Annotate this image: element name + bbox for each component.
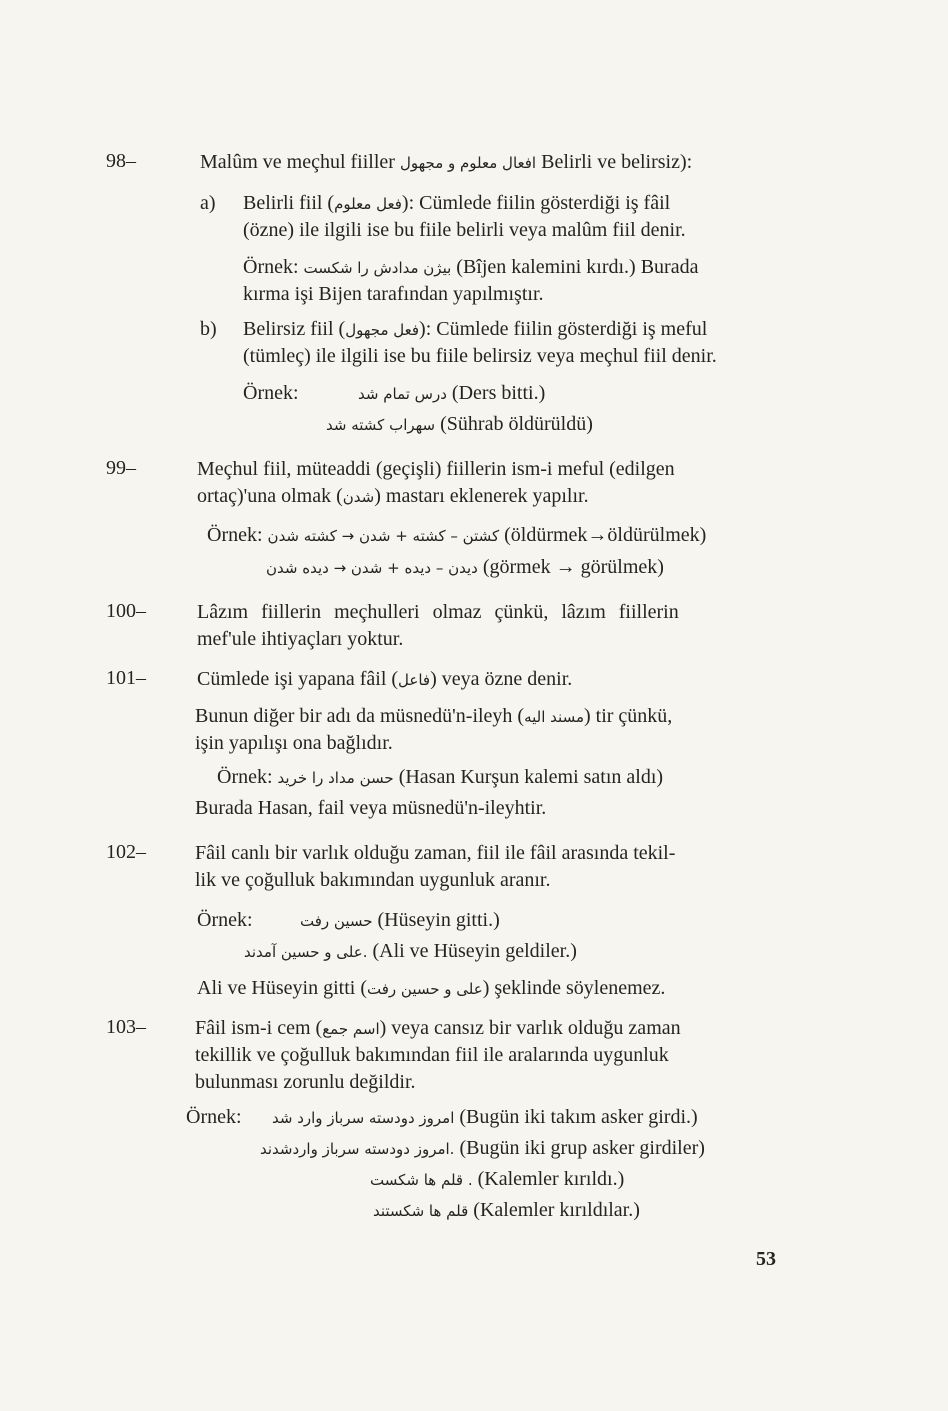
arabic-example: .امروز دودسته سرباز واردشدند (260, 1140, 455, 1158)
section-number: 102– (106, 841, 146, 863)
arabic-term: اسم جمع (322, 1020, 380, 1038)
paragraph-line: mef'ule ihtiyaçları yoktur. (197, 628, 404, 650)
example-line: دیدن – دیده + شدن → دیده شدن (görmek → görülmek) (266, 556, 664, 578)
example-line: حسین رفت (Hüseyin gitti.) (300, 909, 500, 931)
item-label: a) (200, 192, 216, 214)
paragraph-line: lik ve çoğulluk bakımından uygunluk aranır. (195, 869, 551, 891)
paragraph-line: Meçhul fiil, müteaddi (geçişli) fiillerin ism-i meful (edilgen (197, 458, 675, 480)
paragraph-line: Cümlede işi yapana fâil (فاعل) veya özne denir. (197, 668, 573, 690)
example-line: امروز دودسته سرباز وارد شد (Bugün iki takım asker girdi.) (272, 1106, 698, 1128)
paragraph-line: Burada Hasan, fail veya müsnedü'n-ileyhtir. (195, 797, 547, 819)
paragraph-line: Fâil canlı bir varlık olduğu zaman, fiil ile fâil arasında tekil- (195, 842, 676, 864)
example-line: سهراب کشته شد (Sührab öldürüldü) (326, 413, 593, 435)
paragraph-line: (özne) ile ilgili ise bu fiile belirli veya malûm fiil denir. (243, 219, 686, 241)
paragraph-line: Lâzım fiillerin meçhulleri olmaz çünkü, lâzım fiillerin (197, 601, 679, 623)
example-label: Örnek: (186, 1106, 242, 1128)
paragraph-line: bulunması zorunlu değildir. (195, 1071, 416, 1093)
paragraph-line: Ali ve Hüseyin gitti (علی و حسین رفت) şeklinde söylenemez. (197, 977, 666, 999)
section-number: 99– (106, 457, 136, 479)
arabic-term: شدن (342, 488, 375, 506)
arabic-term: فعل معلوم (334, 195, 402, 213)
arabic-example: درس تمام شد (358, 385, 447, 403)
example-line: . قلم ها شکست (Kalemler kırıldı.) (370, 1168, 625, 1190)
item-label: b) (200, 318, 217, 340)
example-label: Örnek: (197, 909, 253, 931)
page-number: 53 (756, 1248, 776, 1270)
arabic-term: علی و حسین رفت (366, 980, 483, 998)
paragraph-line: Fâil ism-i cem (اسم جمع) veya cansız bir varlık olduğu zaman (195, 1017, 681, 1039)
example-line: Örnek: حسن مداد را خرید (Hasan Kurşun kalemi satın aldı) (217, 766, 664, 788)
example-line: .علی و حسین آمدند (Ali ve Hüseyin geldiler.) (244, 940, 577, 962)
paragraph-line: kırma işi Bijen tarafından yapılmıştır. (243, 283, 544, 305)
paragraph-line: ortaç)'una olmak (شدن) mastarı eklenerek yapılır. (197, 485, 589, 507)
paragraph-line: Bunun diğer bir adı da müsnedü'n-ileyh (مسند الیه) tir çünkü, (195, 705, 673, 727)
paragraph-line: Belirli fiil (فعل معلوم): Cümlede fiilin gösterdiği iş fâil (243, 192, 671, 214)
arabic-example: قلم ها شکستند (373, 1202, 469, 1220)
arabic-example: امروز دودسته سرباز وارد شد (272, 1109, 455, 1127)
paragraph-line: (tümleç) ile ilgili ise bu fiile belirsiz veya meçhul fiil denir. (243, 345, 717, 367)
example-label: Örnek: (243, 382, 299, 404)
arabic-term: افعال معلوم و مجهول (399, 154, 537, 172)
example-line: Örnek: کشتن – کشته + شدن → کشته شدن (öldürmek→öldürülmek) (207, 524, 707, 546)
arabic-term: مسند الیه (524, 708, 584, 726)
section-number: 98– (106, 150, 136, 172)
section-heading: Malûm ve meçhul fiiller افعال معلوم و مجهول Belirli ve belirsiz): (200, 151, 693, 173)
arabic-example: سهراب کشته شد (326, 416, 436, 434)
paragraph-line: tekillik ve çoğulluk bakımından fiil ile aralarında uygunluk (195, 1044, 669, 1066)
example-line: .امروز دودسته سرباز واردشدند (Bugün iki grup asker girdiler) (260, 1137, 705, 1159)
arabic-term: فاعل (398, 671, 431, 689)
example-line: درس تمام شد (Ders bitti.) (358, 382, 546, 404)
arabic-example: حسین رفت (300, 912, 373, 930)
arabic-example: کشتن – کشته + شدن → کشته شدن (267, 527, 500, 545)
arabic-example: دیدن – دیده + شدن → دیده شدن (266, 559, 478, 577)
arabic-example: .علی و حسین آمدند (244, 943, 368, 961)
example-line: قلم ها شکستند (Kalemler kırıldılar.) (373, 1199, 640, 1221)
paragraph-line: Belirsiz fiil (فعل مجهول): Cümlede fiilin gösterdiği iş meful (243, 318, 708, 340)
section-number: 101– (106, 667, 146, 689)
section-number: 103– (106, 1016, 146, 1038)
arabic-term: فعل مجهول (345, 321, 420, 339)
example-line: Örnek: بیژن مدادش را شکست (Bîjen kalemini kırdı.) Burada (243, 256, 699, 278)
paragraph-line: işin yapılışı ona bağlıdır. (195, 732, 393, 754)
arabic-example: بیژن مدادش را شکست (303, 259, 452, 277)
section-number: 100– (106, 600, 146, 622)
arabic-example: حسن مداد را خرید (277, 769, 394, 787)
arabic-example: . قلم ها شکست (370, 1171, 473, 1189)
